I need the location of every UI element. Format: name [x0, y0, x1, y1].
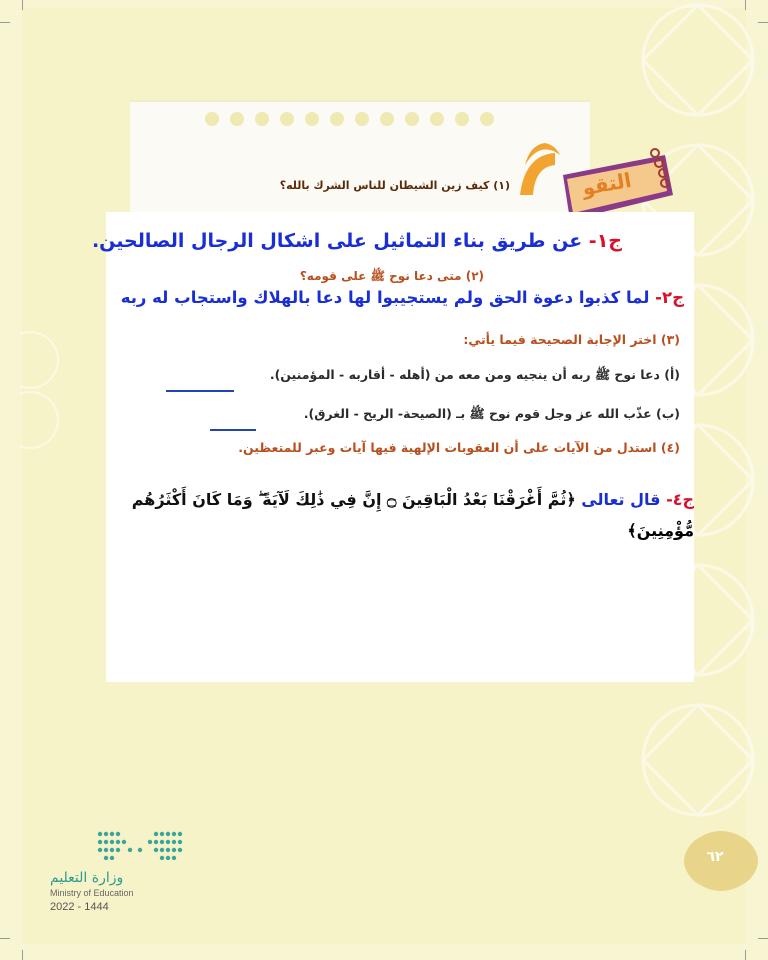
crop-mark: [0, 22, 10, 23]
page-number: ٦٢: [706, 849, 724, 865]
answer-2-text: لما كذبوا دعوة الحق ولم يستجيبوا لها دعا بالهلاك واستجاب له ربه: [120, 288, 656, 307]
ministry-name-arabic: وزارة التعليم: [50, 870, 124, 886]
edition-year: 2022 - 1444: [50, 901, 109, 913]
ministry-name-english: Ministry of Education: [50, 888, 134, 898]
question-3: (٣) اختر الإجابة الصحيحة فيما يأتي:: [463, 332, 680, 347]
answer-b-underline: [210, 429, 256, 431]
ring: [405, 112, 419, 126]
crop-mark: [0, 938, 10, 939]
answer-4-lead: قال تعالى: [575, 490, 667, 509]
answer-2: [96, 288, 684, 307]
option-a: (أ) دعا نوح ﷺ ربه أن ينجيه ومن معه من (أهله - أقاربه - المؤمنين).: [269, 367, 680, 382]
question-1: (١) كيف زين الشيطان للناس الشرك بالله؟: [279, 179, 510, 192]
ring: [355, 112, 369, 126]
ring: [305, 112, 319, 126]
answer-card: [91, 212, 694, 682]
notebook-rings: [205, 112, 525, 128]
question-2: (٢) متى دعا نوح ﷺ على قومه؟: [299, 269, 484, 283]
answer-1-text: عن طريق بناء التماثيل على اشكال الرجال الصالحين.: [91, 230, 589, 252]
ring: [455, 112, 469, 126]
option-b: (ب) عذّب الله عز وجل قوم نوح ﷺ بـ (الصيحة- الريح - الغرق).: [303, 406, 680, 421]
answer-1-prefix: ج١-: [588, 230, 622, 252]
ring: [205, 112, 219, 126]
ring: [330, 112, 344, 126]
evaluation-tag-label: التقو: [580, 167, 634, 201]
ministry-logo: [50, 826, 190, 916]
answer-4-verse: ﴿ثُمَّ أَغْرَقْنَا بَعْدُ الْبَاقِينَ ۝ إِنَّ فِي ذَٰلِكَ لَآيَةً ۖ وَمَا كَانَ أَكْثَرُهُم: [131, 490, 576, 509]
answer-4-verse-cont: مُّؤْمِنِينَ﴾: [627, 521, 694, 540]
crop-mark: [22, 950, 23, 960]
left-ornament: [20, 330, 80, 450]
ring: [230, 112, 244, 126]
answer-4-prefix: ج٤-: [666, 490, 694, 509]
ring: [255, 112, 269, 126]
ring: [430, 112, 444, 126]
answer-4: [106, 490, 694, 510]
answer-a-underline: [166, 390, 234, 392]
ring: [380, 112, 394, 126]
answer-2-prefix: ج٢-: [655, 288, 684, 307]
question-4: (٤) استدل من الآيات على أن العقوبات الإلهية فيها آيات وعبر للمتعظين.: [238, 440, 680, 455]
crop-mark: [22, 0, 23, 10]
answer-1: [34, 230, 622, 252]
ministry-dots-icon: [96, 830, 184, 860]
ring: [280, 112, 294, 126]
ring: [480, 112, 494, 126]
